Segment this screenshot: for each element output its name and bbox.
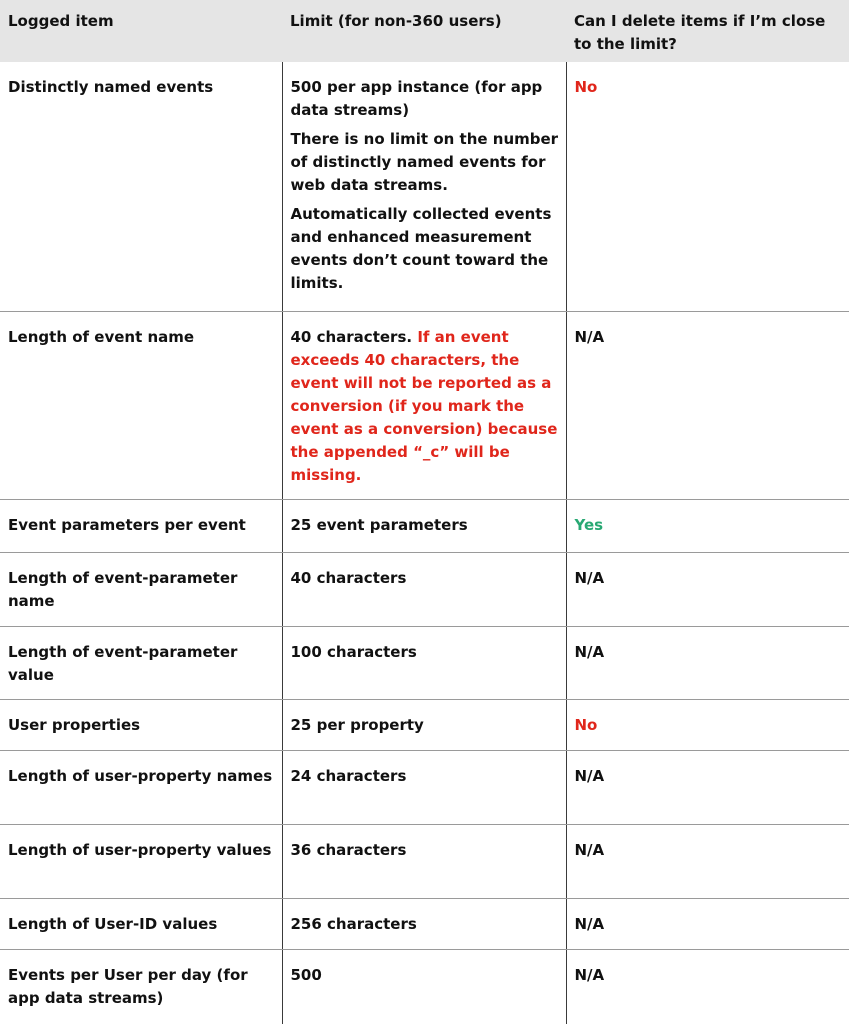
logged-item-cell: Length of event-parameter value [0, 626, 282, 699]
logged-item-cell: Length of User-ID values [0, 898, 282, 949]
table-body [0, 62, 849, 1024]
table-header [0, 0, 849, 62]
logged-item-cell: Length of event name [0, 311, 282, 499]
limit-value: 40 characters. [290, 327, 413, 346]
table-row [0, 949, 849, 1024]
table-row [0, 311, 849, 499]
limit-cell: 40 characters [282, 552, 566, 626]
limit-paragraph: There is no limit on the number of distinctly named events for web data streams. [290, 130, 559, 194]
logged-item-cell: User properties [0, 699, 282, 750]
can-delete-cell: No [566, 62, 849, 311]
table-row [0, 552, 849, 626]
limit-cell: 36 characters [282, 824, 566, 898]
limit-cell: 25 per property [282, 699, 566, 750]
table-row [0, 824, 849, 898]
header-can-delete: Can I delete items if I’m close to the limit? [574, 12, 826, 53]
limit-cell: 25 event parameters [282, 499, 566, 552]
limit-cell: 256 characters [282, 898, 566, 949]
logged-item-cell: Event parameters per event [0, 499, 282, 552]
limit-cell [282, 311, 566, 499]
limit-cell: 500 [282, 949, 566, 1024]
can-delete-cell: No [566, 699, 849, 750]
logged-item-cell: Length of user-property values [0, 824, 282, 898]
limit-cell [282, 62, 566, 311]
table-row [0, 499, 849, 552]
can-delete-cell: N/A [566, 626, 849, 699]
table-row [0, 699, 849, 750]
can-delete-cell: N/A [566, 898, 849, 949]
can-delete-cell: N/A [566, 552, 849, 626]
table-row [0, 750, 849, 824]
logged-item-cell: Events per User per day (for app data streams) [8, 965, 248, 1007]
table-row [0, 898, 849, 949]
limit-warning-note: If an event exceeds 40 characters, the event will not be reported as a conversion (if you mark the event as a conversion) because the appended “_c” will be missing. [290, 327, 558, 484]
logged-item-cell: Distinctly named events [0, 62, 282, 311]
table-row [0, 626, 849, 699]
logged-item-cell: Length of user-property names [0, 750, 282, 824]
limit-cell: 100 characters [282, 626, 566, 699]
header-limit: Limit (for non-360 users) [290, 12, 502, 30]
header-row [0, 0, 849, 62]
can-delete-cell: Yes [566, 499, 849, 552]
limit-cell: 24 characters [282, 750, 566, 824]
can-delete-cell: N/A [566, 824, 849, 898]
header-logged-item: Logged item [8, 12, 114, 30]
limit-paragraph: Automatically collected events and enhanced measurement events don’t count toward the limits. [290, 205, 552, 292]
logged-item-cell: Length of event-parameter name [0, 552, 282, 626]
table-row [0, 62, 849, 311]
can-delete-cell: N/A [566, 949, 849, 1024]
can-delete-cell: N/A [566, 750, 849, 824]
limit-paragraph: 500 per app instance (for app data streams) [290, 78, 543, 119]
can-delete-cell: N/A [566, 311, 849, 499]
